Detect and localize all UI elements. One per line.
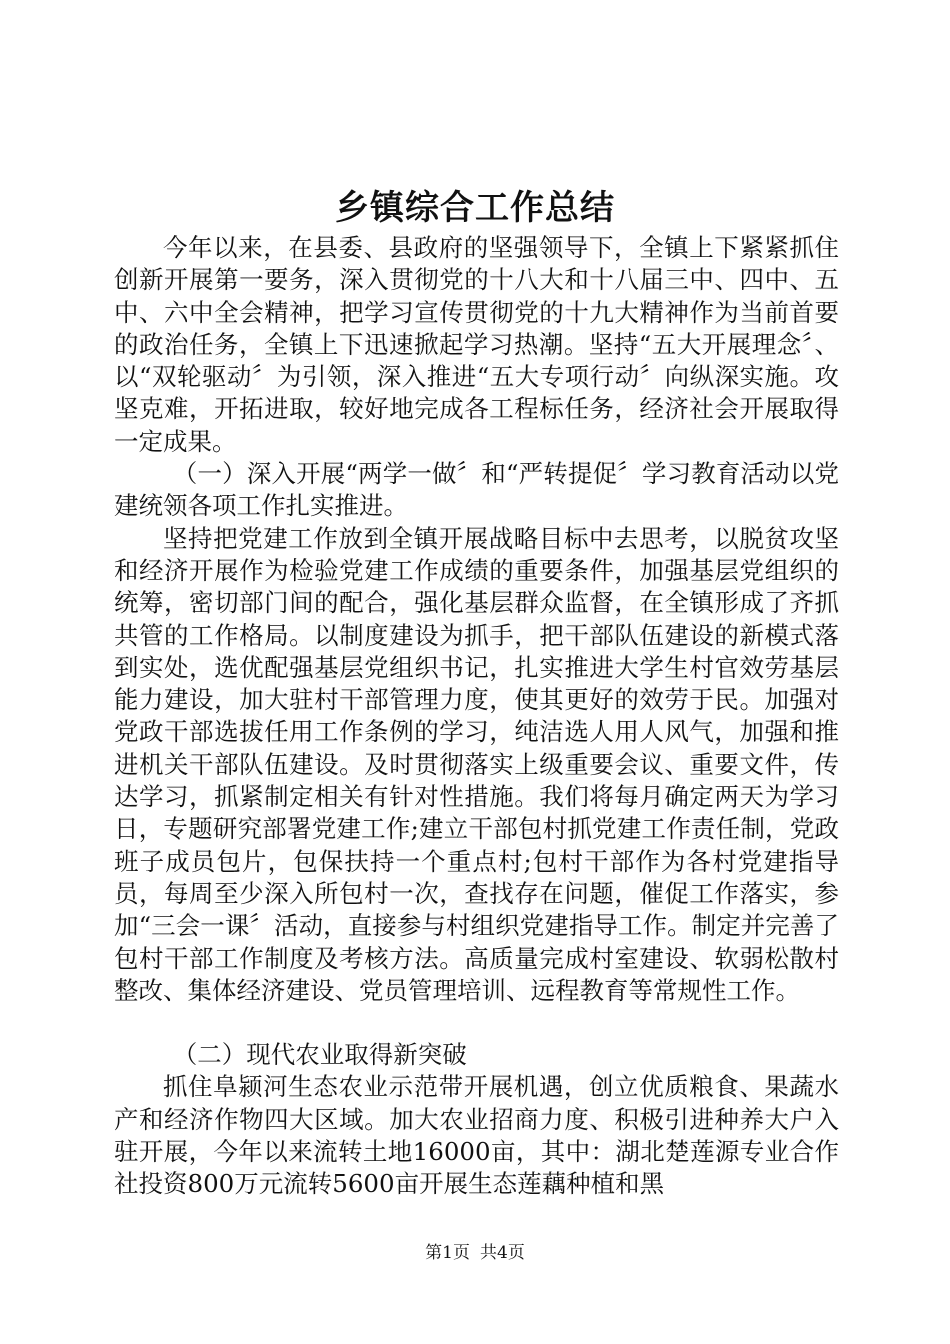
section-heading-2: （二）现代农业取得新突破 — [172, 1040, 467, 1070]
intro-paragraph: 今年以来，在县委、县政府的坚强领导下，全镇上下紧紧抓住创新开展第一要务，深入贯彻党的十八大和十八届三中、四中、五中、六中全会精神，把学习宣传贯彻党的十九大精神作为当前首要的政治任务，全镇上下迅速掀起学习热潮。坚持“五大开展理念〞、以“双轮驱动〞为引领，深入推进“五大专项行动〞向纵深实施。攻坚克难，开拓进取，较好地完成各工程标任务，经济社会开展取得一定成果。 — [114, 233, 839, 456]
page-number: 第1页 — [425, 1243, 470, 1263]
document-title: 乡镇综合工作总结 — [335, 188, 615, 228]
page-total: 共4页 — [480, 1243, 525, 1263]
section-heading-1: （一）深入开展“两学一做〞和“严转提促〞学习教育活动以党建统领各项工作扎实推进。 — [114, 459, 839, 521]
section-2-paragraph: 抓住阜颍河生态农业示范带开展机遇，创立优质粮食、果蔬水产和经济作物四大区域。加大农业招商力度、积极引进种养大户入驻开展，今年以来流转土地16000亩，其中：湖北楚莲源专业合作社投资800万元流转5600亩开展生态莲藕种植和黑 — [114, 1072, 839, 1199]
section-1-paragraph: 坚持把党建工作放到全镇开展战略目标中去思考，以脱贫攻坚和经济开展作为检验党建工作成绩的重要条件，加强基层党组织的统筹，密切部门间的配合，强化基层群众监督，在全镇形成了齐抓共管的工作格局。以制度建设为抓手，把干部队伍建设的新模式落到实处，选优配强基层党组织书记，扎实推进大学生村官效劳基层能力建设，加大驻村干部管理力度，使其更好的效劳于民。加强对党政干部选拔任用工作条例的学习，纯洁选人用人风气，加强和推进机关干部队伍建设。及时贯彻落实上级重要会议、重要文件，传达学习，抓紧制定相关有针对性措施。我们将每月确定两天为学习日，专题研究部署党建工作;建立干部包村抓党建工作责任制，党政班子成员包片，包保扶持一个重点村;包村干部作为各村党建指导员，每周至少深入所包村一次，查找存在问题，催促工作落实，参加“三会一课〞活动，直接参与村组织党建指导工作。制定并完善了包村干部工作制度及考核方法。高质量完成村室建设、软弱松散村整改、集体经济建设、党员管理培训、远程教育等常规性工作。 — [114, 523, 839, 1005]
document-body — [114, 232, 839, 1201]
page-footer — [0, 1241, 950, 1265]
